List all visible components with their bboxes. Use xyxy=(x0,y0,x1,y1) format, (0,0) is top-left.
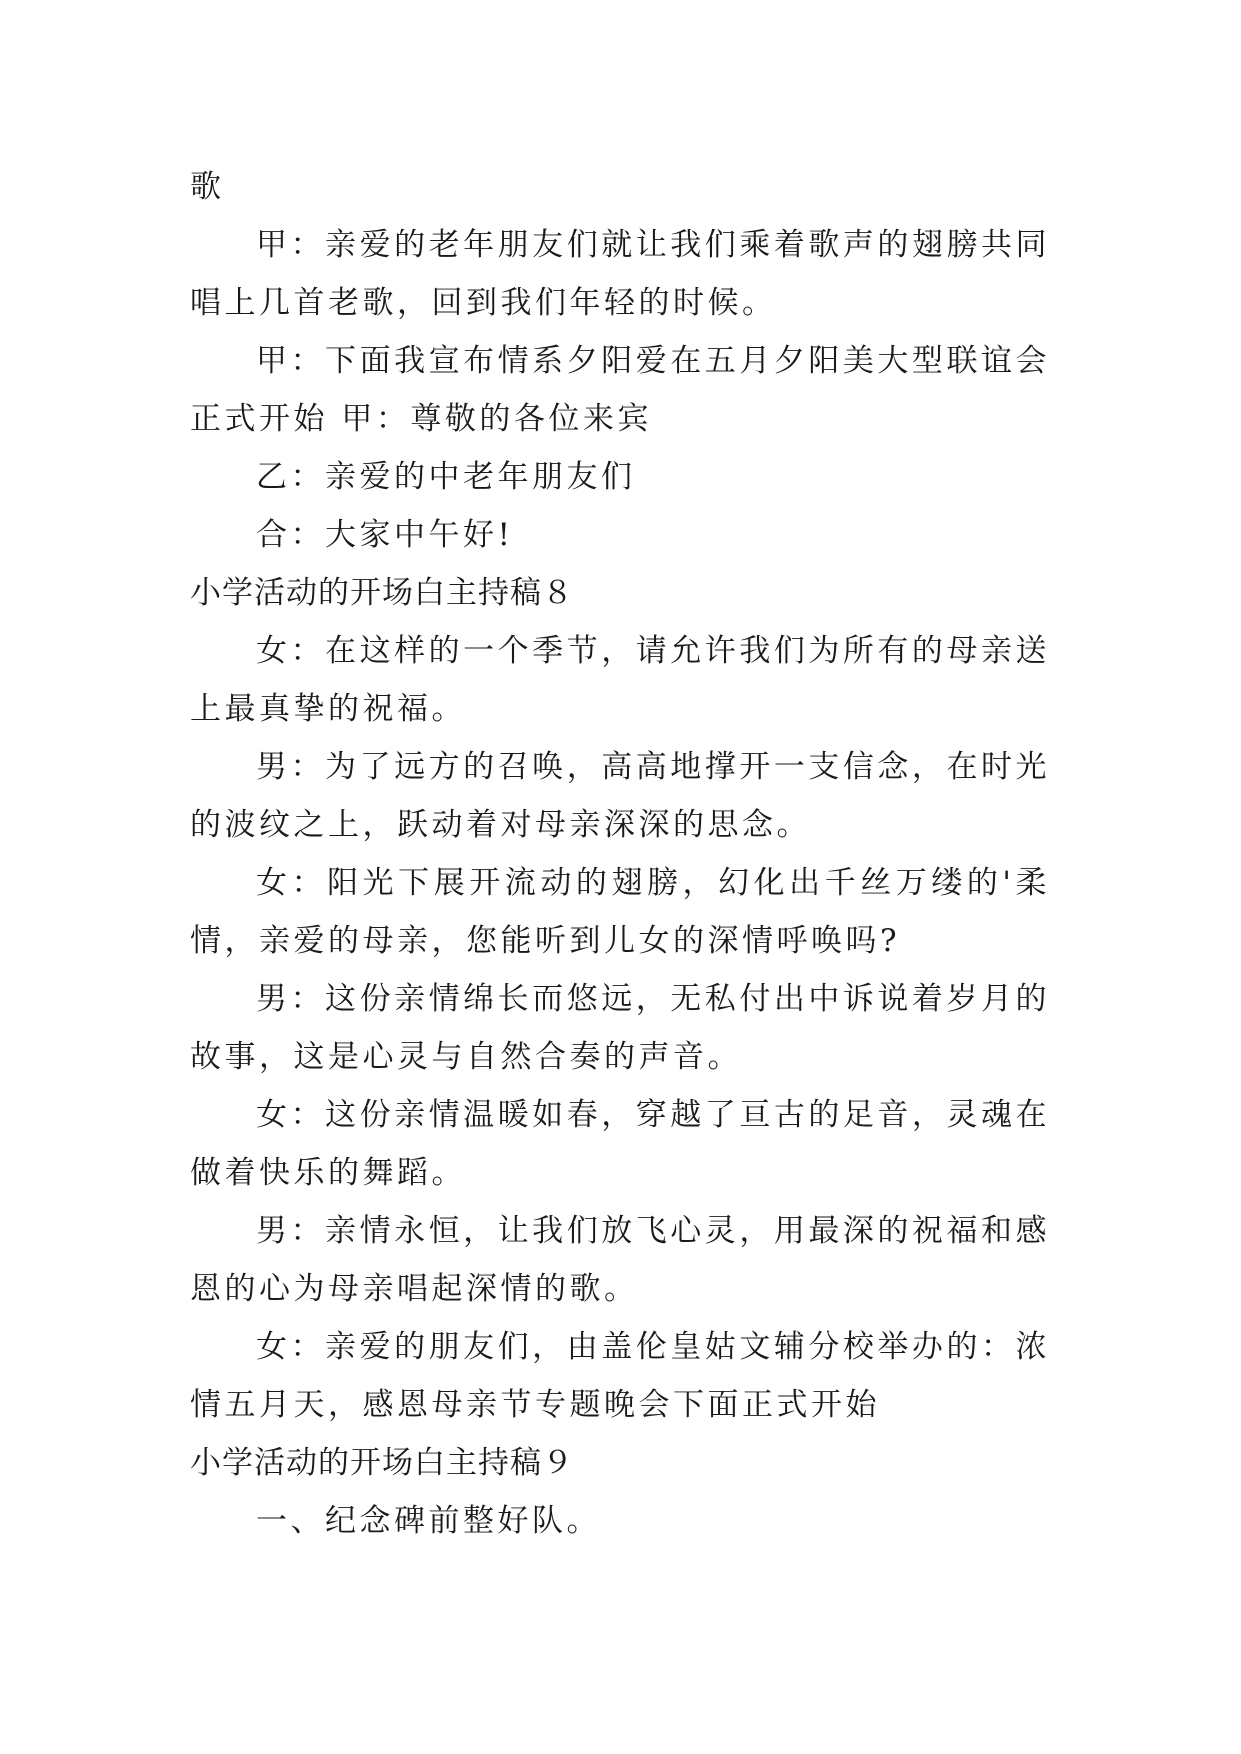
paragraph-female-warmth: 女：这份亲情温暖如春，穿越了亘古的足音，灵魂在做着快乐的舞蹈。 xyxy=(190,1097,1050,1191)
paragraph-monument-line-up: 一、纪念碑前整好队。 xyxy=(256,1503,601,1539)
paragraph-jia-announce: 甲：下面我宣布情系夕阳爱在五月夕阳美大型联谊会正式开始 甲：尊敬的各位来宾 xyxy=(190,343,1050,437)
section-heading-9: 小学活动的开场白主持稿９ xyxy=(190,1445,574,1481)
paragraph-jia-old-songs: 甲：亲爱的老年朋友们就让我们乘着歌声的翅膀共同唱上几首老歌，回到我们年轻的时候。 xyxy=(190,227,1050,321)
paragraph-yi-friends: 乙：亲爱的中老年朋友们 xyxy=(256,459,636,495)
paragraph-male-eternal: 男：亲情永恒，让我们放飞心灵，用最深的祝福和感恩的心为母亲唱起深情的歌。 xyxy=(190,1213,1050,1307)
section-heading-8: 小学活动的开场白主持稿８ xyxy=(190,575,574,611)
document-body xyxy=(190,158,1050,1550)
paragraph-female-blessing: 女：在这样的一个季节，请允许我们为所有的母亲送上最真挚的祝福。 xyxy=(190,633,1050,727)
paragraph-female-sunshine: 女：阳光下展开流动的翅膀，幻化出千丝万缕的'柔情，亲爱的母亲，您能听到儿女的深情呼唤吗? xyxy=(190,865,1050,959)
paragraph-song-fragment: 歌 xyxy=(190,169,225,205)
paragraph-female-opening: 女：亲爱的朋友们，由盖伦皇姑文辅分校举办的：浓情五月天，感恩母亲节专题晚会下面正式开始 xyxy=(190,1329,1050,1423)
paragraph-he-greeting: 合：大家中午好! xyxy=(256,517,514,553)
paragraph-male-affection: 男：这份亲情绵长而悠远，无私付出中诉说着岁月的故事，这是心灵与自然合奏的声音。 xyxy=(190,981,1050,1075)
paragraph-male-calling: 男：为了远方的召唤，高高地撑开一支信念，在时光的波纹之上，跃动着对母亲深深的思念。 xyxy=(190,749,1050,843)
